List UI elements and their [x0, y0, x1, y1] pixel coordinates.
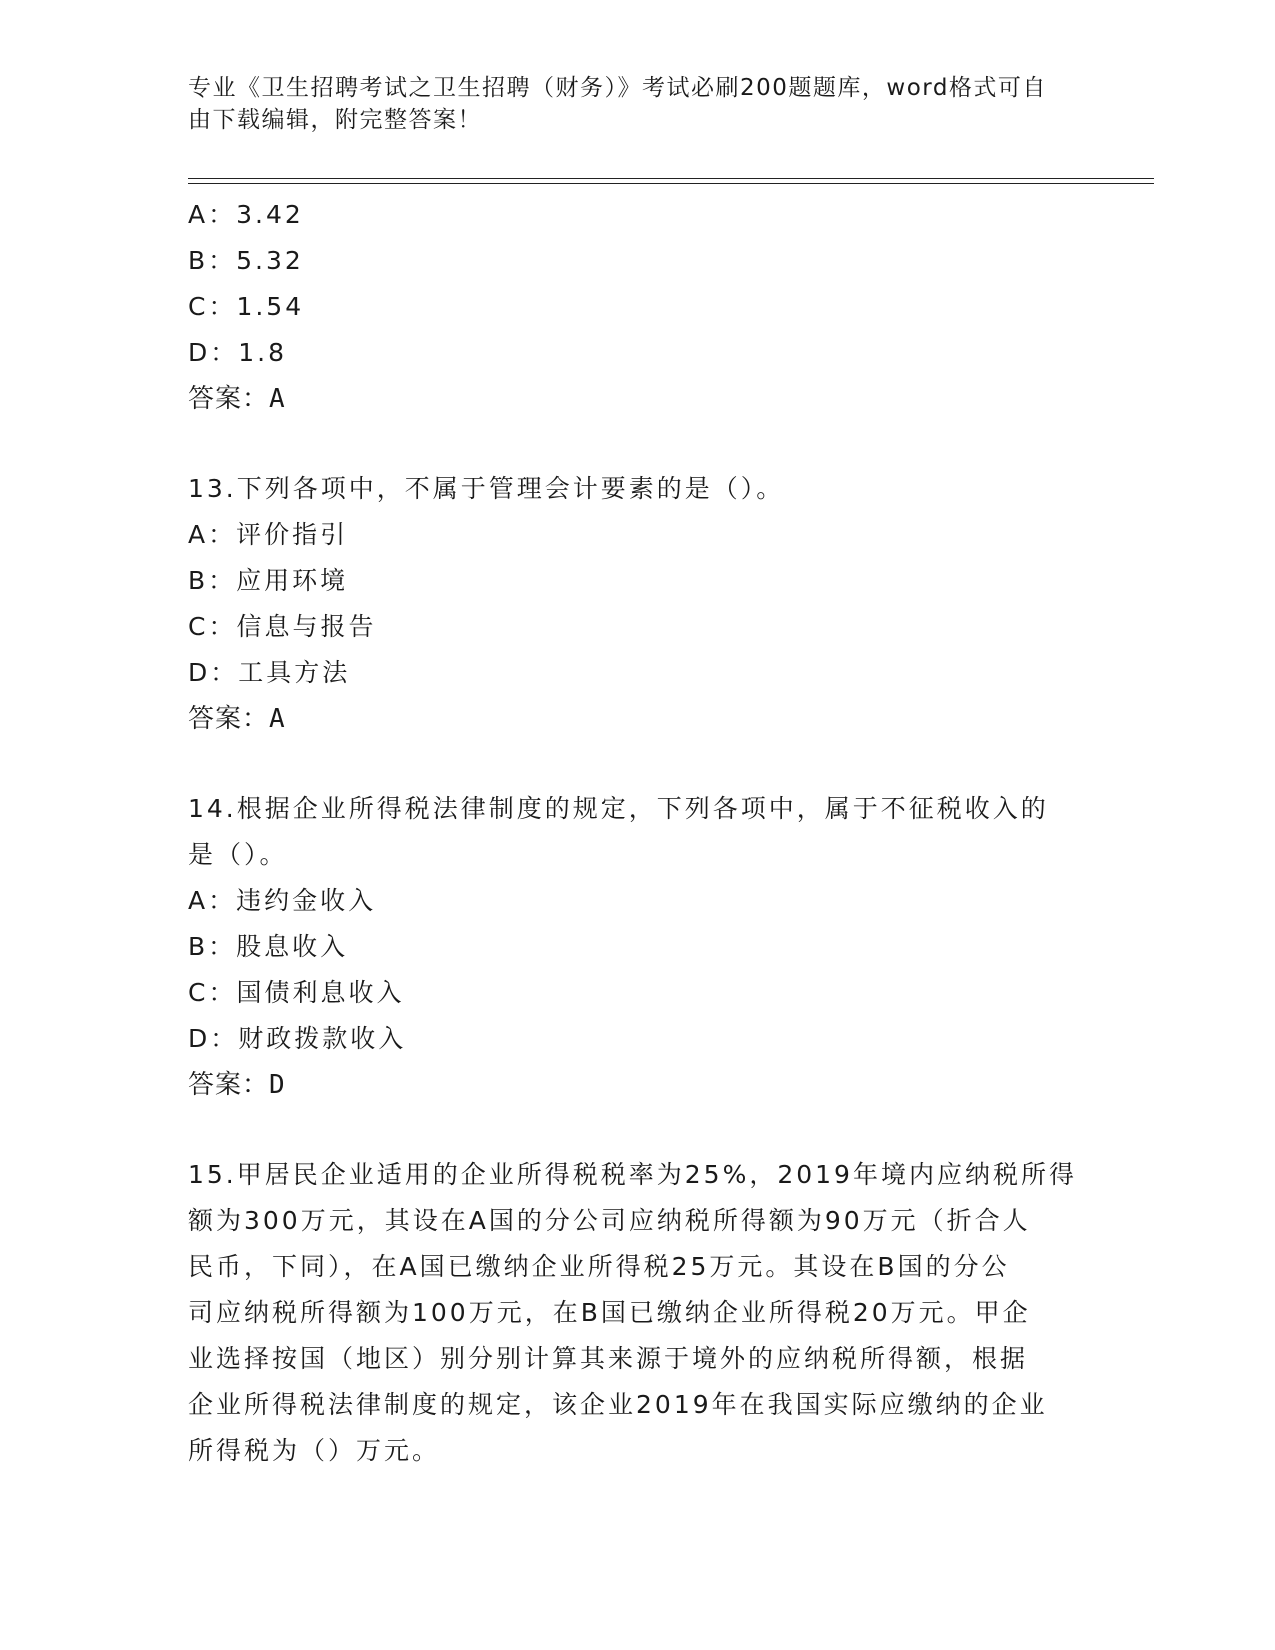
- question-15: [188, 1152, 1078, 1474]
- option-b: B：应用环境: [188, 566, 349, 595]
- option-b: B：股息收入: [188, 932, 349, 961]
- question-content: [188, 192, 1078, 1474]
- question-stem-line-5: 业选择按国（地区）别分别计算其来源于境外的应纳税所得额，根据: [188, 1344, 1029, 1373]
- header-divider-bottom: [188, 183, 1154, 184]
- question-stem-line-7: 所得税为（）万元。: [188, 1436, 441, 1465]
- option-c: C：信息与报告: [188, 612, 377, 641]
- document-header: [188, 72, 1088, 136]
- question-stem-line-4: 司应纳税所得额为100万元，在B国已缴纳企业所得税20万元。甲企: [188, 1298, 1031, 1327]
- header-line-2: 由下载编辑，附完整答案！: [188, 107, 482, 133]
- option-a: A：评价指引: [188, 520, 349, 549]
- option-d: D：财政拨款收入: [188, 1024, 407, 1053]
- option-c: C：国债利息收入: [188, 978, 405, 1007]
- question-14: [188, 786, 1078, 1108]
- spacer: [188, 1108, 1078, 1152]
- option-b: B：5.32: [188, 246, 304, 275]
- spacer: [188, 742, 1078, 786]
- question-stem-line-6: 企业所得税法律制度的规定，该企业2019年在我国实际应缴纳的企业: [188, 1390, 1048, 1419]
- question-stem-line-1: 14.根据企业所得税法律制度的规定，下列各项中，属于不征税收入的: [188, 794, 1049, 823]
- question-stem-line-2: 额为300万元，其设在A国的分公司应纳税所得额为90万元（折合人: [188, 1206, 1031, 1235]
- question-stem-line-3: 民币，下同），在A国已缴纳企业所得税25万元。其设在B国的分公: [188, 1252, 1010, 1281]
- spacer: [188, 422, 1078, 466]
- option-d: D：1.8: [188, 338, 288, 367]
- question-13: [188, 466, 1078, 742]
- option-d: D：工具方法: [188, 658, 351, 687]
- answer: 答案：A: [188, 704, 286, 734]
- option-a: A：3.42: [188, 200, 304, 229]
- option-c: C：1.54: [188, 292, 305, 321]
- answer: 答案：A: [188, 384, 286, 414]
- question-stem-line-2: 是（）。: [188, 840, 288, 869]
- answer: 答案：D: [188, 1070, 286, 1100]
- question-stem: 13.下列各项中，不属于管理会计要素的是（）。: [188, 474, 785, 503]
- previous-question: [188, 192, 1078, 422]
- header-line-1: 专业《卫生招聘考试之卫生招聘（财务）》考试必刷200题题库，word格式可自: [188, 75, 1047, 101]
- option-a: A：违约金收入: [188, 886, 377, 915]
- question-stem-line-1: 15.甲居民企业适用的企业所得税税率为25%，2019年境内应纳税所得: [188, 1160, 1077, 1189]
- header-divider-top: [188, 178, 1154, 179]
